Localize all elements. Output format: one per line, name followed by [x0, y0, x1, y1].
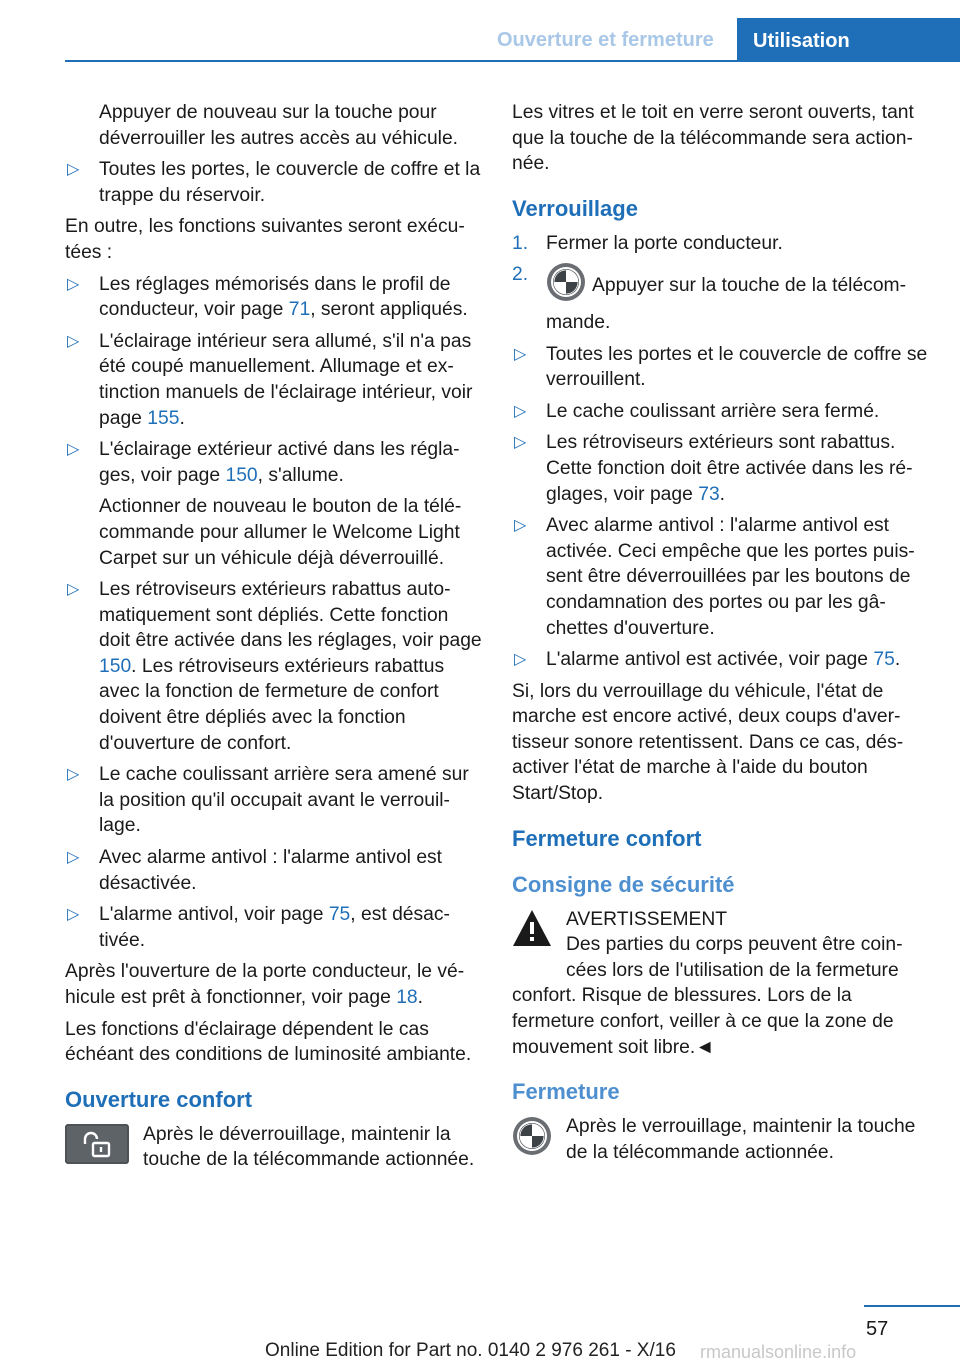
bullet-icon: ▷	[514, 517, 527, 535]
list-item: ▷ Toutes les portes, le couvercle de coffre et la trappe du réservoir.	[67, 159, 481, 206]
heading-locking: Verrouillage	[512, 195, 638, 221]
ready-paragraph: Après l'ouverture de la porte conducteur, le véhicule est prêt à fonctionner, voir page 18.	[65, 961, 465, 1008]
page-link[interactable]: 18	[396, 987, 418, 1008]
page-link[interactable]: 75	[873, 649, 895, 671]
page-link[interactable]: 75	[328, 904, 351, 926]
heading-comfort-opening: Ouverture confort	[65, 1086, 253, 1112]
bullet-icon: ▷	[514, 434, 527, 452]
bullet-icon: ▷	[67, 161, 80, 179]
header-chapter-tab[interactable]: Utilisation	[737, 18, 960, 62]
page-number: 57	[866, 1318, 889, 1340]
page-link[interactable]: 150	[99, 655, 132, 677]
bullet-icon: ▷	[514, 345, 527, 363]
warning-block	[512, 907, 930, 1061]
lighting-paragraph: Les fonctions d'éclairage dépendent le cas échéant des conditions de luminosité ambiante.	[65, 1018, 472, 1066]
bullet-icon: ▷	[67, 766, 80, 784]
warning-tone-paragraph: Si, lors du verrouillage du véhicule, l'état de marche est encore activé, deux coups d'avertisseur sonore retentissent. Dans ce cas, désactiver l'état de marche à l'aide du bouton Start/Stop.	[512, 680, 904, 805]
list-item: ▷ Les rétroviseurs extérieurs rabattus automatiquement sont dépliés. Cette fonction doit être activée dans les réglages, voir page 150. Les rétroviseurs extérieurs rabattus avec la fonction de fermeture de confort doivent être dépliés avec la fonction d'ouverture de confort.	[67, 579, 482, 754]
bullet-icon: ▷	[67, 275, 80, 293]
bullet-icon: ▷	[67, 441, 80, 459]
windows-paragraph: Les vitres et le toit en verre seront ouverts, tant que la touche de la télécommande sera actionnée.	[512, 102, 914, 175]
closing-block: Après le verrouillage, maintenir la touche de la télécommande actionnée.	[512, 1114, 930, 1165]
bullet-icon: ▷	[514, 402, 527, 420]
intro-paragraph: Appuyer de nouveau sur la touche pour déverrouiller les autres accès au véhicule.	[99, 102, 459, 149]
list-item: ▷ Le cache coulissant arrière sera amené sur la position qu'il occupait avant le verrouillage.	[67, 764, 469, 837]
right-column	[512, 100, 930, 1168]
edition-line: Online Edition for Part no. 0140 2 976 261 - X/16	[265, 1340, 676, 1361]
list-item: ▷ L'alarme antivol, voir page 75, est désactivée.	[67, 904, 450, 951]
heading-closing: Fermeture	[512, 1079, 620, 1105]
warning-text: Des parties du corps peuvent être coincées lors de l'utilisation de la fermeture confort. Risque de blessures. Lors de la fermeture confort, veiller à ce que la zone de mouvement soit libre.◄	[512, 934, 903, 1058]
unlock-key-icon	[65, 1124, 129, 1172]
welcome-light-paragraph: Actionner de nouveau le bouton de la télécommande pour allumer le Welcome Light Carpet sur un véhicule déjà déverrouillé.	[99, 496, 462, 569]
warning-title: AVERTISSEMENT	[566, 908, 728, 930]
list-item: ▷ L'éclairage intérieur sera allumé, s'il n'a pas été coupé manuellement. Allumage et extinction manuels de l'éclairage intérieur, voir page 155.	[67, 330, 473, 429]
list-item: ▷ Avec alarme antivol : l'alarme antivol est activée. Ceci empêche que les portes puissent être déverrouillées par les boutons de condamnation des portes ou par les gâchettes d'ouverture.	[514, 515, 915, 639]
comfort-opening-block: Après le déverrouillage, maintenir la touche de la télécommande actionnée.	[65, 1122, 483, 1173]
bmw-logo-icon	[546, 262, 586, 310]
numbered-step: 2. Appuyer sur la touche de la télécommande.	[512, 264, 907, 333]
page-link[interactable]: 71	[288, 299, 311, 321]
bullet-icon: ▷	[514, 651, 527, 669]
list-item: ▷ Les rétroviseurs extérieurs sont rabattus. Cette fonction doit être activée dans les réglages, voir page 73.	[514, 432, 913, 505]
heading-safety-note: Consigne de sécurité	[512, 871, 735, 897]
footer-rule	[864, 1305, 960, 1307]
list-item: ▷ Avec alarme antivol : l'alarme antivol est désactivée.	[67, 847, 443, 894]
list-item: ▷ Les réglages mémorisés dans le profil de conducteur, voir page 71, seront appliqués.	[67, 273, 468, 321]
header-rule	[65, 60, 960, 62]
page-link[interactable]: 155	[147, 407, 180, 429]
numbered-step: 1. Fermer la porte conducteur.	[512, 231, 930, 257]
bullet-icon: ▷	[67, 849, 80, 867]
functions-paragraph: En outre, les fonctions suivantes seront exécutées :	[65, 216, 465, 263]
step-number: 2.	[512, 264, 529, 286]
step-number: 1.	[512, 232, 529, 254]
header-section-title[interactable]: Ouverture et fermeture	[497, 29, 714, 51]
bmw-logo-icon	[512, 1116, 552, 1164]
list-item: ▷ Le cache coulissant arrière sera fermé.	[512, 399, 930, 425]
page-link[interactable]: 150	[225, 464, 258, 486]
list-item: ▷ L'éclairage extérieur activé dans les réglages, voir page 150, s'allume.	[67, 439, 460, 486]
page-link[interactable]: 73	[698, 483, 720, 505]
watermark: rmanualsonline.info	[700, 1342, 857, 1362]
heading-comfort-closing: Fermeture confort	[512, 825, 702, 851]
list-item: ▷ L'alarme antivol est activée, voir page 75.	[512, 647, 930, 673]
left-column	[65, 100, 483, 1175]
bullet-icon: ▷	[67, 332, 80, 350]
warning-triangle-icon	[512, 909, 552, 955]
bullet-icon: ▷	[67, 906, 80, 924]
bullet-icon: ▷	[67, 581, 80, 599]
list-item: ▷ Toutes les portes et le couvercle de coffre se verrouillent.	[514, 343, 928, 391]
page-header	[0, 0, 960, 62]
